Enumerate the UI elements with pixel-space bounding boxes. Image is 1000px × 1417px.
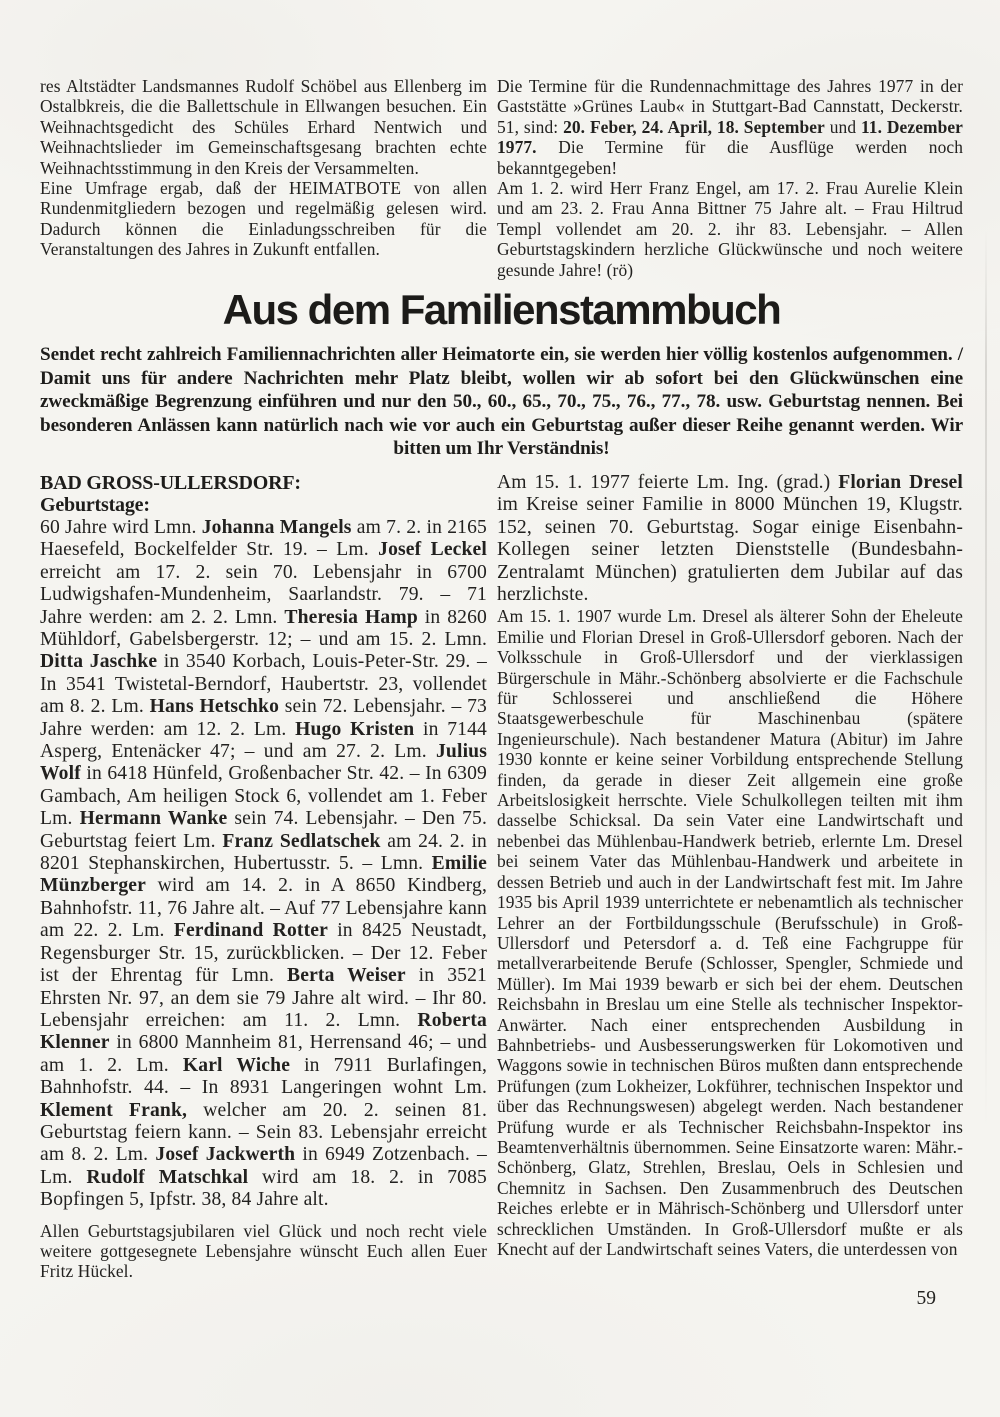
paragraph-geburtstagskinder: Am 1. 2. wird Herr Franz Engel, am 17. 2. Frau Aurelie Klein und am 23. 2. Frau Anna Bittner 75 Jahre alt. – Frau Hiltrud Templ vollendet am 20. 2. ihr 83. Lebensjahr. – Allen Geburtstagskindern herzliche Glückwünsche und noch weitere gesunde Jahre! (rö): [497, 178, 963, 280]
closing-wishes-paragraph: Allen Geburtstagsjubilaren viel Glück und noch recht viele weitere gottgesegnete Lebensjahre wünscht Euch allen Euer Fritz Hückel.: [40, 1220, 487, 1282]
main-right-column: [497, 472, 963, 1282]
dresel-biography-paragraph: Am 15. 1. 1907 wurde Lm. Dresel als älterer Sohn der Eheleute Emilie und Florian Dresel in Groß-Ullersdorf geboren. Nach der Volksschule in Groß-Ullersdorf und der vierklassigen Bürgerschule in Mähr.-Schönberg absolvierte er die Fachschule für Schlosserei und anschließend die Höhere Staatsgewerbeschule für Maschinenbau (spätere Ingenieurschule). Nach bestandener Matura (Abitur) im Jahre 1930 konnte er keine seiner Vorbildung entsprechende Stellung finden, da gerade in dieser Zeit allgemein eine große Arbeitslosigkeit herrschte. Viele Schulkollegen teilten mit ihm dasselbe Schicksal. Da sein Vater eine Landwirtschaft und nebenbei das Mühlenbau-Handwerk betrieb, erlernte Lm. Dresel bei seinem Vater das Mühlenbau-Handwerk und arbeitete in dessen Betrieb und auch in der Landwirtschaft fest mit. Im Jahre 1935 bis April 1939 unterrichtete er nebenamtlich als technischer Lehrer an der Fortbildungsschule (Berufsschule) in Groß-Ullersdorf und Petersdorf a. d. Teß eine Fachgruppe für metallverarbeitende Berufe (Schlosser, Spengler, Schmiede und Müller). Im Mai 1939 bewarb er sich bei der ehem. Deutschen Reichsbahn in Breslau um eine Stelle als technischer Inspektor-Anwärter. Nach einer entsprechenden Ausbildung in Bahnbetriebs- und Ausbesserungswerken für Lokomotiven und Waggons sowie in technischen Büros mußten dann entsprechende Prüfungen (zum Lokheizer, Lokführer, technischen Inspektor und über das Rechnungswesen) abgelegt werden. Nach bestandener Prüfung wurde er als Technischer Reichsbahn-Inspektor ins Beamtenverhältnis übernommen. Seine Einsatzorte waren: Mähr.-Schönberg, Glatz, Strehlen, Breslau, Oels in Schlesien und Chemnitz in Sachsen. Den Zusammenbruch des Deutschen Reiches erlebte er in Mährisch-Schönberg und Ullersdorf unter schrecklichen Umständen. In Groß-Ullersdorf mußte er als Knecht auf der Landwirtschaft seines Vaters, die unterdessen von: [497, 606, 963, 1259]
main-left-column: [40, 472, 487, 1282]
pre-section: [40, 76, 963, 281]
section-title: Aus dem Familienstammbuch: [222, 286, 781, 333]
dresel-birthday-paragraph: Am 15. 1. 1977 feierte Lm. Ing. (grad.) Florian Dresel im Kreise seiner Familie in 8000 München 19, Klugstr. 152, seinen 70. Geburtstag. Sogar einige Eisenbahn-Kollegen seiner letzten Dienststelle (Bundesbahn-Zentralamt München) gratulierten dem Jubilar auf das herzlichste.: [497, 471, 963, 605]
pre-section-left-column: [40, 76, 487, 281]
page-number: 59: [916, 1288, 936, 1309]
paragraph-umfrage-heimatbote: Eine Umfrage ergab, daß der HEIMATBOTE von allen Rundenmitgliedern bezogen und regelmäßig gelesen wird. Dadurch können die Einladungsschreiben für die Veranstaltungen des Jahres in Zukunft entfallen.: [40, 178, 487, 260]
main-section: [40, 472, 963, 1282]
birthdays-paragraph: 60 Jahre wird Lmn. Johanna Mangels am 7. 2. in 2165 Haesefeld, Bockelfelder Str. 19. – Lm. Josef Leckel erreicht am 17. 2. sein 70. Lebensjahr in 6700 Ludwigshafen-Mundenheim, Saarlandstr. 79. – 71 Jahre werden: am 2. 2. Lmn. Theresia Hamp in 8260 Mühldorf, Gabelsbergerstr. 12; – und am 15. 2. Lmn. Ditta Jaschke in 3540 Korbach, Louis-Peter-Str. 29. – In 3541 Twistetal-Berndorf, Haubertstr. 23, vollendet am 8. 2. Lm. Hans Hetschko sein 72. Lebensjahr. – 73 Jahre werden: am 12. 2. Lm. Hugo Kristen in 7144 Asperg, Entenäcker 47; – und am 27. 2. Lm. Julius Wolf in 6418 Hünfeld, Großenbacher Str. 42. – In 6309 Gambach, Am heiligen Stock 6, vollendet am 1. Feber Lm. Hermann Wanke sein 74. Lebensjahr. – Den 75. Geburtstag feiert Lm. Franz Sedlatschek am 24. 2. in 8201 Stephanskirchen, Hubertusstr. 5. – Lmn. Emilie Münzberger wird am 14. 2. in A 8650 Kindberg, Bahnhofstr. 11, 76 Jahre alt. – Auf 77 Lebensjahre kann am 22. 2. Lm. Ferdinand Rotter in 8425 Neustadt, Regensburger Str. 15, zurückblicken. – Der 12. Feber ist der Ehrentag für Lmn. Berta Weiser in 3521 Ehrsten Nr. 97, an dem sie 79 Jahre alt wird. – Ihr 80. Lebensjahr erreichen: am 11. 2. Lmn. Roberta Klenner in 6800 Mannheim 81, Herrensand 46; – und am 1. 2. Lm. Karl Wiche in 7911 Burlafingen, Bahnhofstr. 44. – In 8931 Langeringen wohnt Lm. Klement Frank, welcher am 20. 2. seinen 81. Geburtstag feiern kann. – Sein 83. Lebensjahr erreicht am 8. 2. Lm. Josef Jackwerth in 6949 Zotzenbach. – Lm. Rudolf Matschkal wird am 18. 2. in 7085 Bopfingen 5, Ipfstr. 38, 84 Jahre alt.: [40, 516, 488, 1211]
paragraph-termine-1977: Die Termine für die Rundennachmittage des Jahres 1977 in der Gaststätte »Grünes Laub« in Stuttgart-Bad Cannstatt, Deckerstr. 51, sind: 20. Feber, 24. April, 18. September und 11. Dezember 1977. Die Termine für die Ausflüge werden noch bekanntgegeben!: [497, 76, 964, 178]
section-intro: Sendet recht zahlreich Familiennachrichten aller Heimatorte ein, sie werden hier völlig kostenlos aufgenommen. / Damit uns für andere Nachrichten mehr Platz bleibt, wollen wir ab sofort bei den Glückwünschen eine zweckmäßige Begrenzung einführen und nur den 50., 60., 65., 70., 75., 76., 77., 78. usw. Geburtstag nennen. Bei besonderen Anlässen kann natürlich nach wie vor auch ein Geburtstag außer dieser Reihe genannt werden. Wir bitten um Ihr Verständnis!: [40, 344, 963, 460]
birthdays-heading: Geburtstage:: [40, 494, 150, 517]
paragraph-schoebel-ballettschule: res Altstädter Landsmannes Rudolf Schöbel aus Ellenberg im Ostalbkreis, die die Ballettschule in Ellwangen besuchen. Ein Weihnachtsgedicht des Schüles Erhard Nentwich und Weihnachtslieder im Gemeinschaftsgesang brachten echte Weihnachtsstimmung in den Kreis der Versammelten.: [40, 76, 487, 178]
place-heading: BAD GROSS-ULLERSDORF:: [40, 471, 301, 494]
pre-section-right-column: [497, 76, 963, 281]
